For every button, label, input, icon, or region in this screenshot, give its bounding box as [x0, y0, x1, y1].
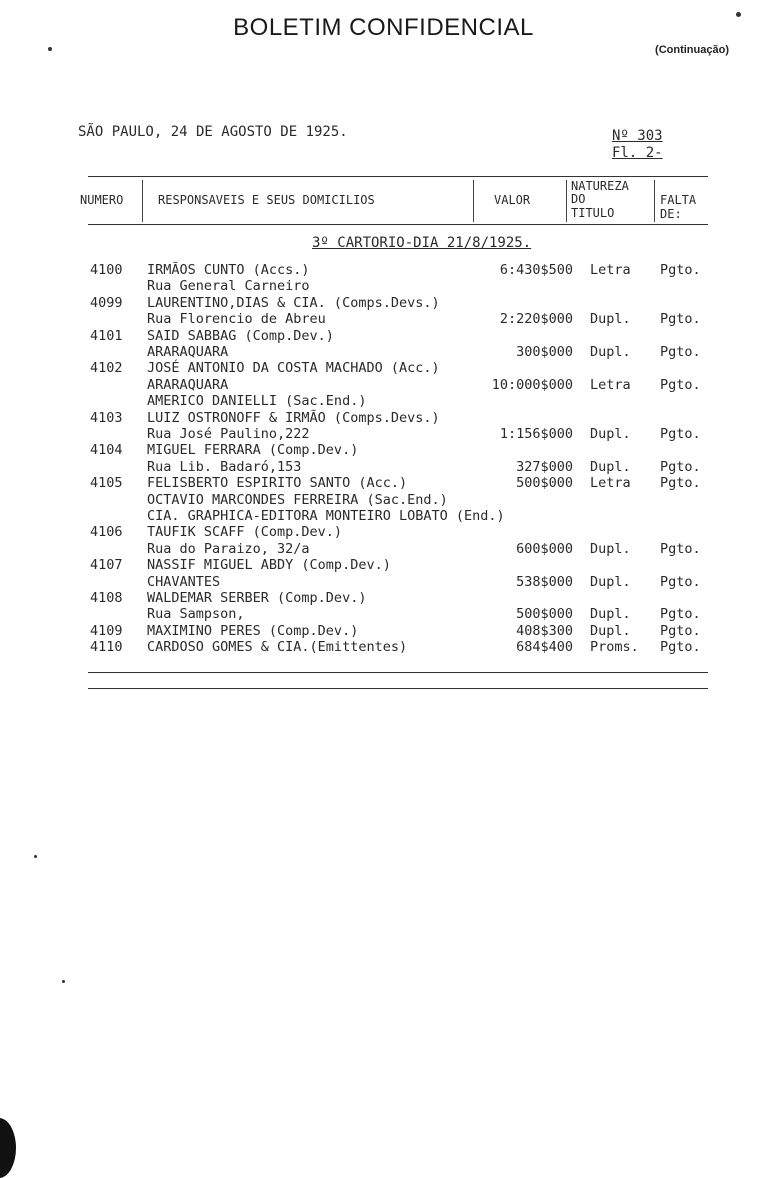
entry-name: OCTAVIO MARCONDES FERREIRA (Sac.End.)	[147, 491, 448, 508]
entry-name: WALDEMAR SERBER (Comp.Dev.)	[147, 590, 367, 606]
entry-falta: Pgto.	[660, 606, 701, 623]
table-row	[0, 262, 767, 278]
entry-name: CARDOSO GOMES & CIA.(Emittentes)	[147, 639, 408, 656]
entry-name: Rua do Paraizo, 32/a	[147, 540, 310, 557]
table-row	[0, 295, 767, 311]
table-row	[0, 328, 767, 344]
entry-number: 4103	[90, 409, 123, 426]
entry-falta: Pgto.	[660, 311, 701, 328]
entry-name: FELISBERTO ESPIRITO SANTO (Acc.)	[147, 475, 408, 492]
col-header-valor: VALOR	[494, 193, 531, 207]
entry-falta: Pgto.	[660, 344, 701, 360]
entry-name: JOSÉ ANTONIO DA COSTA MACHADO (Acc.)	[147, 360, 440, 377]
entry-nature: Proms.	[590, 639, 639, 656]
entry-name: Rua Florencio de Abreu	[147, 311, 326, 328]
table-row	[0, 475, 767, 491]
entry-number: 4107	[90, 557, 123, 574]
entry-name: IRMÃOS CUNTO (Accs.)	[147, 262, 310, 278]
entry-name: CHAVANTES	[147, 573, 221, 590]
closing-rule	[88, 688, 708, 689]
sheet-number: Fl. 2-	[612, 145, 663, 161]
col-header-responsaveis: RESPONSAVEIS E SEUS DOMICILIOS	[158, 193, 375, 207]
table-row	[0, 574, 767, 590]
entry-value: 500$000	[516, 606, 573, 623]
entry-name: MIGUEL FERRARA (Comp.Dev.)	[147, 442, 359, 459]
entry-falta: Pgto.	[660, 475, 701, 492]
col-header-natureza-do: DO	[571, 192, 586, 206]
table-row	[0, 344, 767, 360]
entry-number: 4109	[90, 622, 123, 639]
entry-falta: Pgto.	[660, 262, 701, 278]
table-row	[0, 393, 767, 409]
table-row	[0, 442, 767, 458]
table-row	[0, 524, 767, 540]
entry-value: 327$000	[516, 458, 573, 475]
header-bottom-rule	[88, 224, 708, 225]
entry-nature: Dupl.	[590, 622, 631, 639]
entry-nature: Dupl.	[590, 606, 631, 623]
entry-number: 4102	[90, 360, 123, 377]
entry-name: LUIZ OSTRONOFF & IRMÃO (Comps.Devs.)	[147, 409, 440, 426]
entry-falta: Pgto.	[660, 622, 701, 639]
col-header-natureza-titulo: TITULO	[571, 206, 615, 220]
entry-falta: Pgto.	[660, 376, 701, 393]
entry-nature: Dupl.	[590, 540, 631, 557]
entry-nature: Dupl.	[590, 311, 631, 328]
col-header-falta: FALTA	[660, 193, 697, 207]
entry-value: 538$000	[516, 573, 573, 590]
entry-value: 10:000$000	[491, 376, 573, 393]
scan-blot	[0, 1118, 16, 1178]
entry-name: AMERICO DANIELLI (Sac.End.)	[147, 393, 367, 410]
closing-rule	[88, 672, 708, 673]
scan-speck	[736, 12, 741, 17]
entry-value: 2:220$000	[499, 311, 573, 328]
entry-name: Rua Sampson,	[147, 606, 245, 623]
table-row	[0, 557, 767, 573]
entry-nature: Letra	[590, 376, 631, 393]
entry-falta: Pgto.	[660, 639, 701, 656]
entry-value: 408$300	[516, 622, 573, 639]
scan-speck	[62, 980, 65, 983]
entry-number: 4108	[90, 590, 123, 606]
table-row	[0, 606, 767, 622]
table-row	[0, 508, 767, 524]
entry-falta: Pgto.	[660, 540, 701, 557]
scan-speck	[48, 47, 52, 51]
entry-number: 4104	[90, 442, 123, 459]
table-row	[0, 459, 767, 475]
table-row	[0, 541, 767, 557]
entry-name: NASSIF MIGUEL ABDY (Comp.Dev.)	[147, 557, 391, 574]
column-divider	[566, 180, 567, 222]
entry-name: LAURENTINO,DIAS & CIA. (Comps.Devs.)	[147, 294, 440, 311]
header-top-rule	[88, 176, 708, 177]
entry-number: 4105	[90, 475, 123, 492]
entry-name: Rua General Carneiro	[147, 278, 310, 295]
table-row	[0, 639, 767, 655]
place-date: SÃO PAULO, 24 DE AGOSTO DE 1925.	[78, 124, 348, 140]
entry-name: MAXIMINO PERES (Comp.Dev.)	[147, 622, 359, 639]
entry-name: Rua José Paulino,222	[147, 426, 310, 442]
entry-name: CIA. GRAPHICA-EDITORA MONTEIRO LOBATO (End.)	[147, 508, 505, 524]
table-row	[0, 623, 767, 639]
entry-falta: Pgto.	[660, 426, 701, 442]
bulletin-number: Nº 303	[612, 128, 663, 144]
entry-name: SAID SABBAG (Comp.Dev.)	[147, 327, 334, 344]
entry-name: ARARAQUARA	[147, 344, 229, 360]
entry-number: 4099	[90, 294, 123, 311]
col-header-number: NUMERO	[80, 193, 124, 207]
table-row	[0, 590, 767, 606]
entry-name: TAUFIK SCAFF (Comp.Dev.)	[147, 524, 343, 541]
continuation-label: (Continuação)	[655, 44, 729, 56]
entry-number: 4110	[90, 639, 123, 656]
table-row	[0, 311, 767, 327]
entry-value: 600$000	[516, 540, 573, 557]
entry-falta: Pgto.	[660, 458, 701, 475]
table-row	[0, 492, 767, 508]
entry-number: 4101	[90, 327, 123, 344]
document-title: BOLETIM CONFIDENCIAL	[233, 14, 534, 41]
entry-nature: Dupl.	[590, 426, 631, 442]
entry-nature: Dupl.	[590, 344, 631, 360]
entry-value: 300$000	[516, 344, 573, 360]
entry-number: 4106	[90, 524, 123, 541]
table-row	[0, 360, 767, 376]
entry-name: Rua Lib. Badaró,153	[147, 458, 302, 475]
entry-value: 684$400	[516, 639, 573, 656]
entry-number: 4100	[90, 262, 123, 278]
col-header-falta-de: DE:	[660, 207, 682, 221]
entry-falta: Pgto.	[660, 573, 701, 590]
entry-value: 1:156$000	[499, 426, 573, 442]
table-row	[0, 426, 767, 442]
col-header-natureza: NATUREZA	[571, 179, 629, 193]
entry-nature: Dupl.	[590, 458, 631, 475]
entry-name: ARARAQUARA	[147, 376, 229, 393]
table-row	[0, 410, 767, 426]
column-divider	[473, 180, 474, 222]
entry-nature: Letra	[590, 262, 631, 278]
entry-nature: Letra	[590, 475, 631, 492]
entry-value: 500$000	[516, 475, 573, 492]
entry-value: 6:430$500	[499, 262, 573, 278]
section-title: 3º CARTORIO-DIA 21/8/1925.	[312, 235, 532, 251]
scan-speck	[34, 855, 37, 858]
entry-nature: Dupl.	[590, 573, 631, 590]
column-divider	[142, 180, 143, 222]
column-divider	[654, 180, 655, 222]
table-row	[0, 278, 767, 294]
table-row	[0, 377, 767, 393]
